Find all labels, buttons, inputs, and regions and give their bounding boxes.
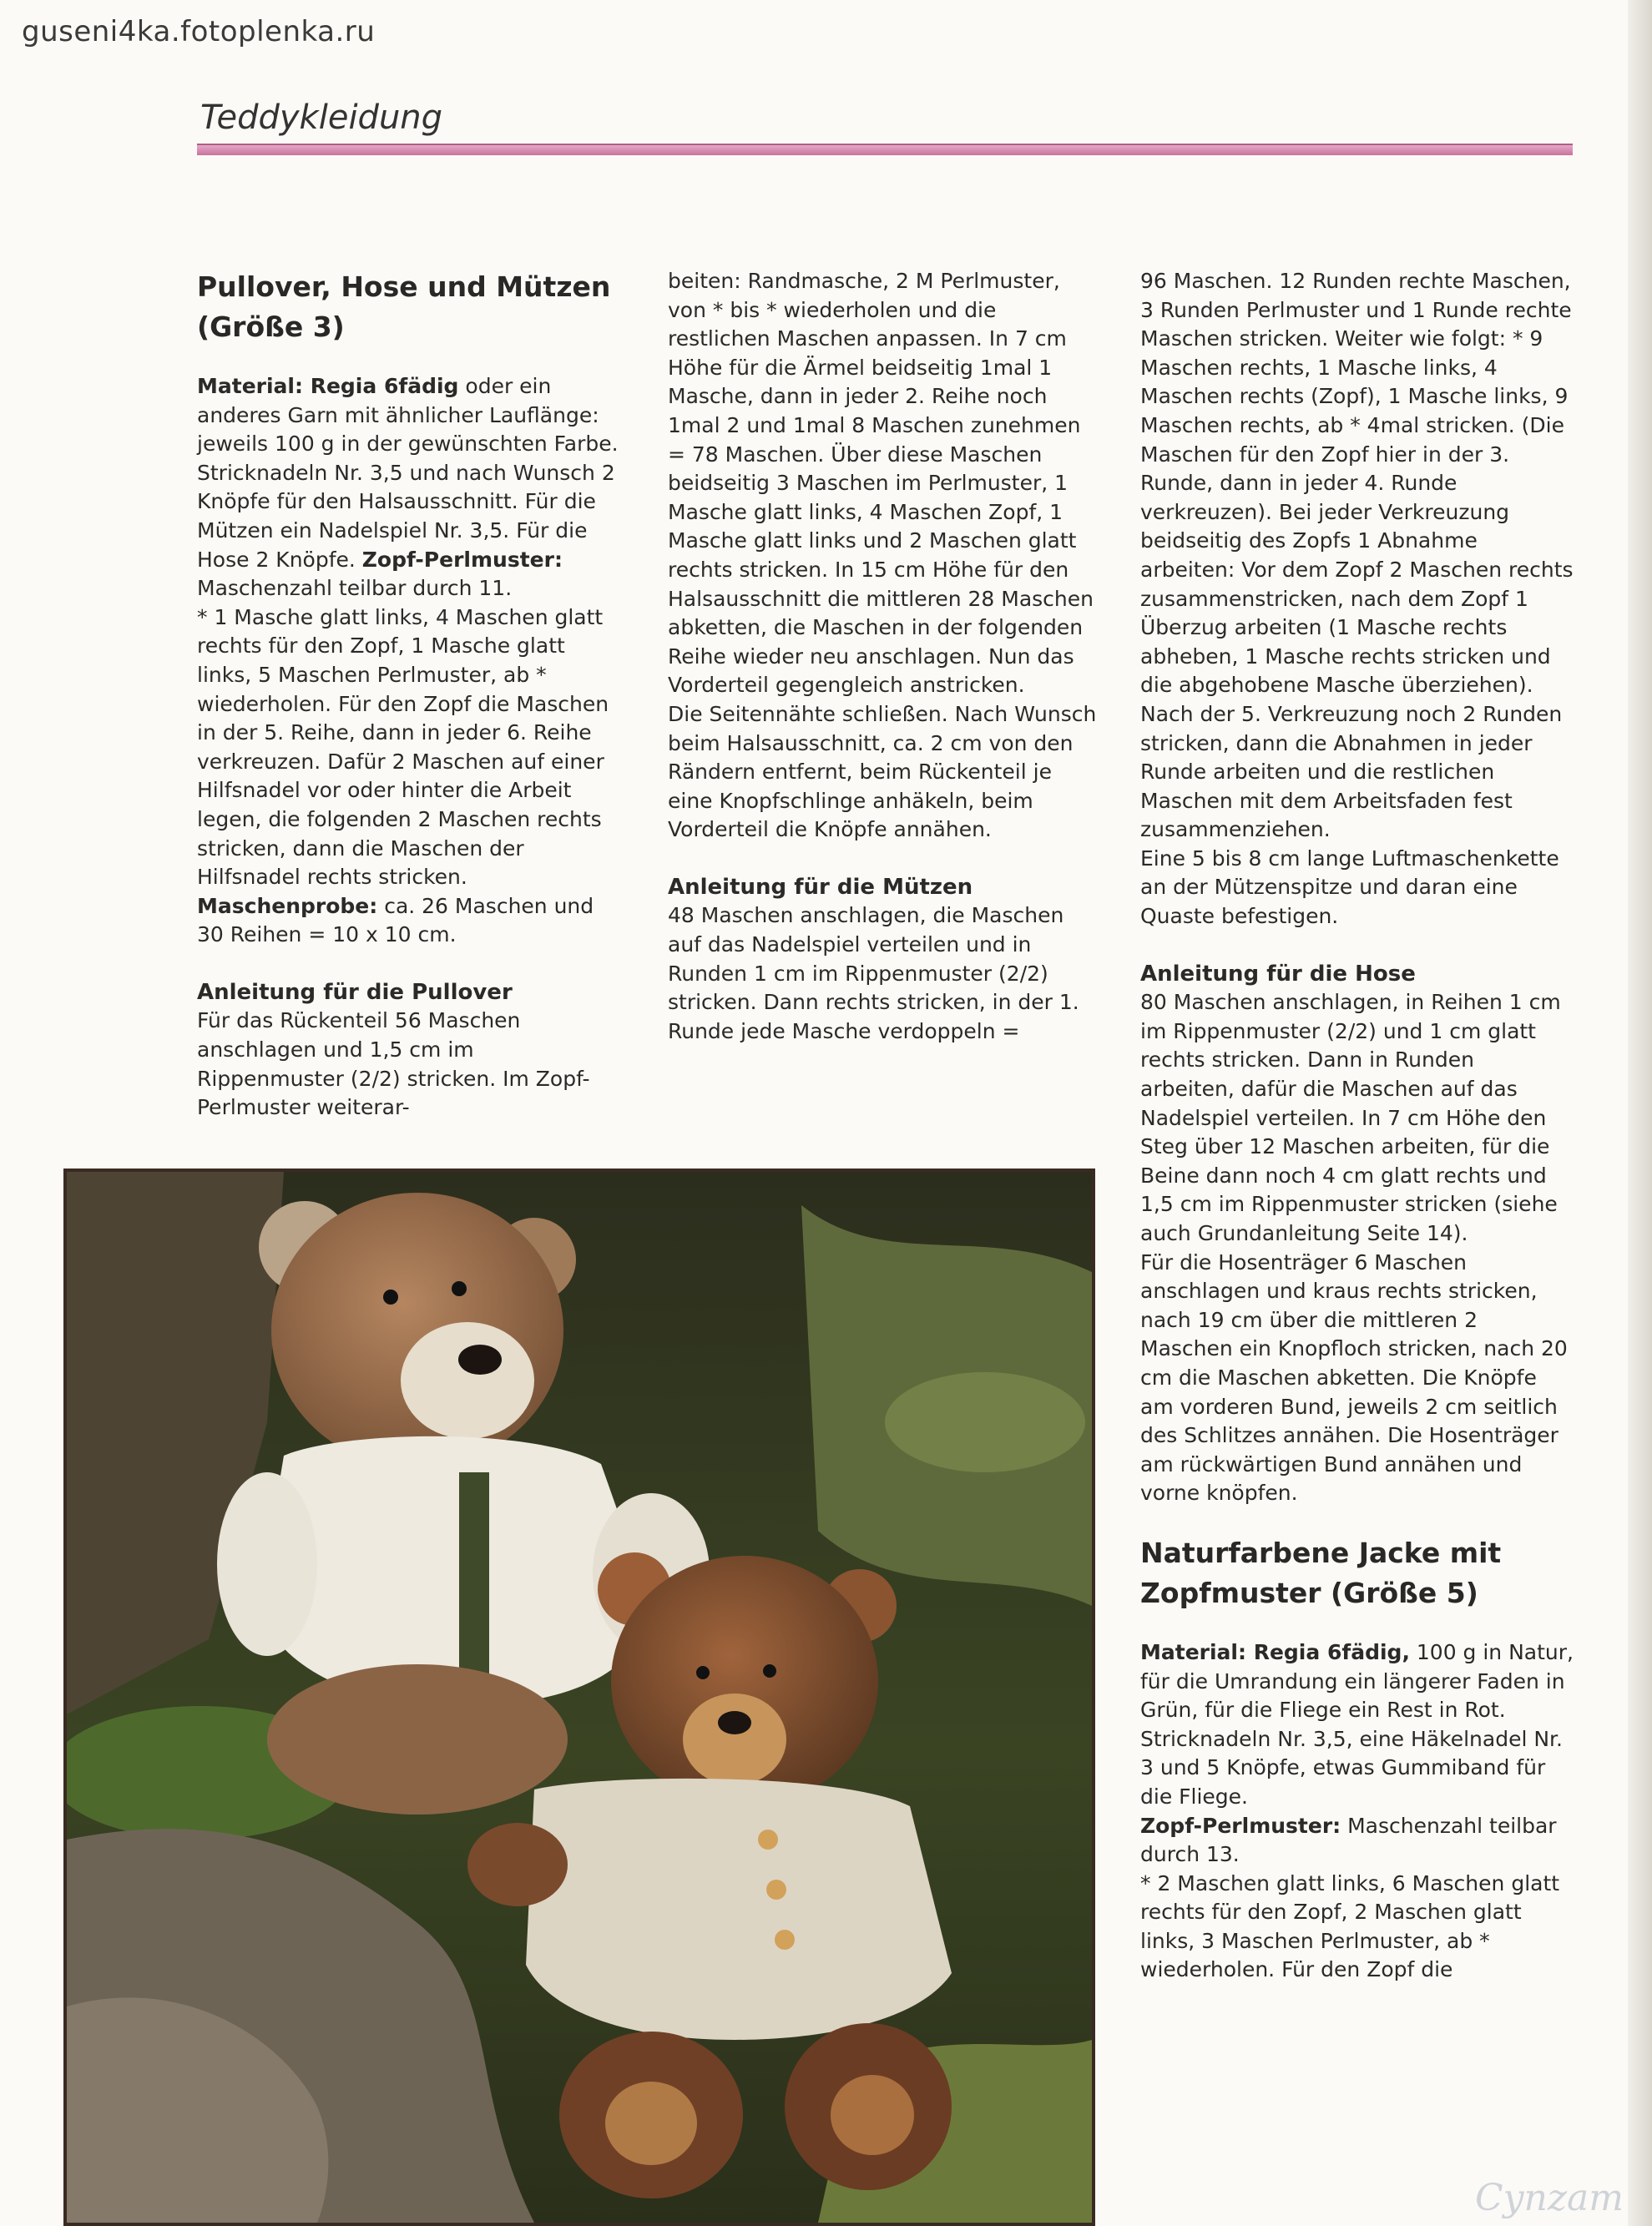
subheading-muetzen: Anleitung für die Mützen [668,874,973,900]
tassel-text: Eine 5 bis 8 cm lange Luftmaschenkette an der Mützenspitze und daran eine Quaste befestigen. [1140,845,1559,929]
jacke-material-paragraph [1140,1638,1574,1812]
section-heading-jacke: Naturfarbene Jacke mit Zopfmuster (Größe 5) [1140,1536,1502,1609]
large-bear-eye-right [452,1281,467,1296]
small-bear-muzzle [683,1693,786,1785]
text-column-2 [668,267,1099,1046]
large-bear-head [271,1193,563,1468]
muetzen-continued-text: 96 Maschen. 12 Runden rechte Maschen, 3 Runden Perlmuster und 1 Runde rechte Maschen stricken. Weiter wie folgt: * 9 Maschen rechts, 1 Masche links, 4 Maschen rechts (Zopf), 1 Masche links, 9 Maschen rechts, ab * 4mal stricken. (Die Maschen für den Zopf hier in der 3. Runde, dann in jeder 4. Runde verkreuzen). Bei jeder Verkreuzung beidseitig des Zopfs 1 Abnahme arbeiten: Vor dem Zopf 2 Maschen rechts zusammenstricken, nach dem Zopf 1 Überzug arbeiten (1 Masche rechts abheben, 1 Masche rechts stricken und die abgehobene Masche überziehen). Nach der 5. Verkreuzung noch 2 Runden stricken, dann die Abnahmen in jeder Runde arbeiten und die restlichen Maschen mit dem Arbeitsfaden fest zusammenziehen. [1140,269,1574,842]
jacket-button [758,1830,778,1850]
teddy-bears-photo [63,1169,1095,2226]
gauge-text: ca. 26 Maschen und 30 Reihen = 10 x 10 cm. [197,893,594,947]
pullover-text: Für das Rückenteil 56 Maschen anschlagen und 1,5 cm im Rippenmuster (2/2) stricken. Im Zopf-Perlmuster weiterar- [197,1008,590,1120]
jacke-pattern-body: * 2 Maschen glatt links, 6 Maschen glatt rechts für den Zopf, 2 Maschen glatt links, 3 Maschen Perlmuster, ab * wiederholen. Für den Zopf die [1140,1870,1560,1982]
hosentraeger-text: Für die Hosenträger 6 Maschen anschlagen und kraus rechts stricken, nach 19 cm über die mittleren 2 Maschen ein Knopfloch stricken, nach 20 cm die Maschen abketten. Die Knöpfe am vorderen Bund, jeweils 2 cm seitlich des Schlitzes annähen. Die Hosenträger am rückwärtigen Bund annähen und vorne knöpfen. [1140,1249,1568,1506]
teddy-bears-illustration [67,1172,1092,2223]
white-knit-jacket [259,1436,651,1706]
small-bear-eye-left [696,1666,710,1679]
small-bear-paw [467,1823,568,1906]
page-edge-shadow [1628,0,1652,2226]
text-column-3 [1140,267,1574,1985]
running-head: Teddykleidung [200,98,443,137]
jacket-sleeve-left [217,1472,317,1656]
jacket-green-trim [459,1472,489,1698]
jacket-button [775,1930,795,1950]
large-bear-legs [267,1664,568,1815]
subheading-pullover: Anleitung für die Pullover [197,979,513,1005]
material-label: Material: Regia 6fädig [197,374,459,398]
muetzen-text: 48 Maschen anschlagen, die Maschen auf das Nadelspiel verteilen und in Runden 1 cm im Rippenmuster (2/2) stricken. Dann rechts stricken, in der 1. Runde jede Masche verdoppeln = [668,903,1079,1043]
small-bear-nose [718,1711,751,1734]
jacke-material-label: Material: Regia 6fädig, [1140,1639,1410,1664]
small-bear-eye-right [763,1664,776,1678]
pattern-text: Maschenzahl teilbar durch 11. [197,576,513,601]
subheading-hose: Anleitung für die Hose [1140,961,1416,987]
foliage-highlight [885,1372,1085,1472]
section-heading-pullover-hose-muetzen: Pullover, Hose und Mützen (Größe 3) [197,270,611,343]
pattern-body: * 1 Masche glatt links, 4 Maschen glatt rechts für den Zopf, 1 Masche glatt links, 5 Maschen Perlmuster, ab * wiederholen. Für den Zopf die Maschen in der 5. Reihe, dann in jeder 6. Reihe verkreuzen. Dafür 2 Maschen auf einer Hilfsnadel vor oder hinter die Arbeit legen, die folgenden 2 Maschen rechts stricken, dann die Maschen der Hilfsnadel rechts stricken. [197,604,609,890]
header-rule [197,144,1573,155]
large-bear-nose [458,1345,502,1375]
small-bear-foot-pad-right [831,2075,914,2155]
gauge-paragraph [197,892,623,950]
corner-watermark: Cynzam [1475,2177,1624,2219]
pattern-label: Zopf-Perlmuster: [361,547,563,572]
large-bear-muzzle [401,1322,534,1439]
jacke-pattern-label: Zopf-Perlmuster: [1140,1813,1341,1838]
pullover-continued-text: beiten: Randmasche, 2 M Perlmuster, von * bis * wiederholen und die restlichen Maschen anpassen. In 7 cm Höhe für die Ärmel beidseitig 1mal 1 Masche, dann in jeder 2. Reihe noch 1mal 2 und 1mal 8 Maschen zunehmen = 78 Maschen. Über diese Maschen beidseitig 3 Maschen im Perlmuster, 1 Masche glatt links, 4 Maschen Zopf, 1 Masche glatt links und 2 Maschen glatt rechts stricken. In 15 cm Höhe für den Halsausschnitt die mittleren 28 Maschen abketten, die Maschen in der folgenden Reihe wieder neu anschlagen. Nun das Vorderteil gegengleich anstricken. [668,269,1094,698]
jacke-pattern-text: Maschenzahl teilbar durch 13. [1140,1813,1557,1867]
material-text: oder ein anderes Garn mit ähnlicher Lauflänge: jeweils 100 g in der gewünschten Farbe. Stricknadeln Nr. 3,5 und nach Wunsch 2 Knöpfe für den Halsausschnitt. Für die Mützen ein Nadelspiel Nr. 3,5. Für die Hose 2 Knöpfe. [197,374,619,572]
jacket-button [766,1880,786,1900]
large-bear-eye-left [383,1290,398,1305]
seams-text: Die Seitennähte schließen. Nach Wunsch beim Halsausschnitt, ca. 2 cm von den Rändern entfernt, beim Rückenteil je eine Knopfschlinge anhäkeln, beim Vorderteil die Knöpfe annähen. [668,701,1097,842]
jacke-pattern-paragraph [1140,1812,1574,1870]
hose-text: 80 Maschen anschlagen, in Reihen 1 cm im Rippenmuster (2/2) und 1 cm glatt rechts stricken. Dann in Runden arbeiten, dafür die Maschen auf das Nadelspiel verteilen. In 7 cm Höhe den Steg über 12 Maschen arbeiten, für die Beine dann noch 4 cm glatt rechts und 1,5 cm im Rippenmuster stricken (siehe auch Grundanleitung Seite 14). [1140,990,1561,1245]
material-paragraph [197,372,623,603]
jacke-material-text: 100 g in Natur, für die Umrandung ein längerer Faden in Grün, für die Fliege ein Rest in Rot. Stricknadeln Nr. 3,5, eine Häkelnadel Nr. 3 und 5 Knöpfe, etwas Gummiband für die Fliege. [1140,1639,1574,1809]
small-bear-foot-pad-left [605,2082,697,2165]
site-watermark: guseni4ka.fotoplenka.ru [22,15,376,48]
text-column-1 [197,267,623,1123]
gauge-label: Maschenprobe: [197,893,378,918]
speckled-knit-jacket [526,1779,952,2040]
